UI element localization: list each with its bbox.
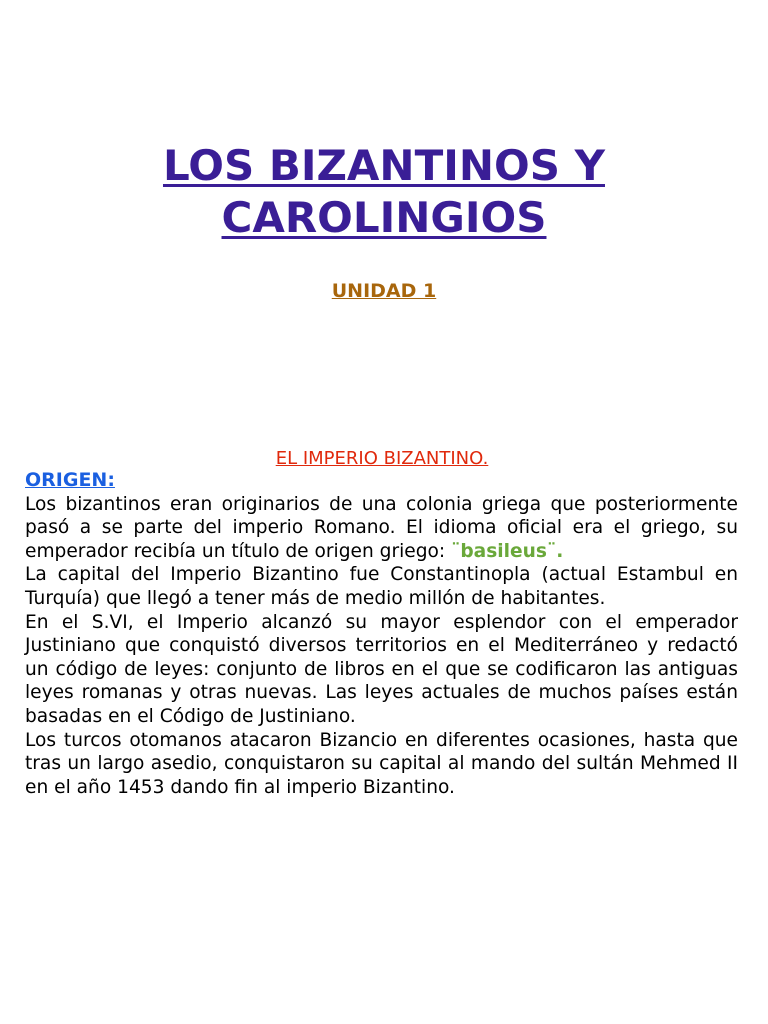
unit-label: UNIDAD 1 <box>331 280 437 302</box>
body-text <box>25 469 738 799</box>
title-line-1: LOS BIZANTINOS Y <box>162 141 605 191</box>
section-title: EL IMPERIO BIZANTINO. <box>275 448 489 469</box>
paragraph-capital: La capital del Imperio Bizantino fue Constantinopla (actual Estambul en Turquía) que llegó a tener más de medio millón de habitantes. <box>25 564 738 609</box>
paragraph-justinian: En el S.VI, el Imperio alcanzó su mayor esplendor con el emperador Justiniano que conquistó diversos territorios en el Mediterráneo y redactó un código de leyes: conjunto de libros en el que se codificaron las antiguas leyes romanas y otras nuevas. Las leyes actuales de muchos países están basadas en el Código de Justiniano. <box>25 611 738 727</box>
title-line-2: CAROLINGIOS <box>221 193 547 243</box>
paragraph-origin-text: Los bizantinos eran originarios de una colonia griega que posteriormente pasó a se parte del imperio Romano. El idioma oficial era el griego, su emperador recibía un título de origen griego: <box>25 493 738 562</box>
basileus-term: ¨basileus¨. <box>451 540 564 562</box>
document-title <box>0 140 768 244</box>
origin-heading: ORIGEN: <box>25 469 115 491</box>
paragraph-ottoman: Los turcos otomanos atacaron Bizancio en diferentes ocasiones, hasta que tras un largo asedio, conquistaron su capital al mando del sultán Mehmed II en el año 1453 dando fin al imperio Bizantino. <box>25 729 738 798</box>
paragraph-origin <box>25 493 738 564</box>
